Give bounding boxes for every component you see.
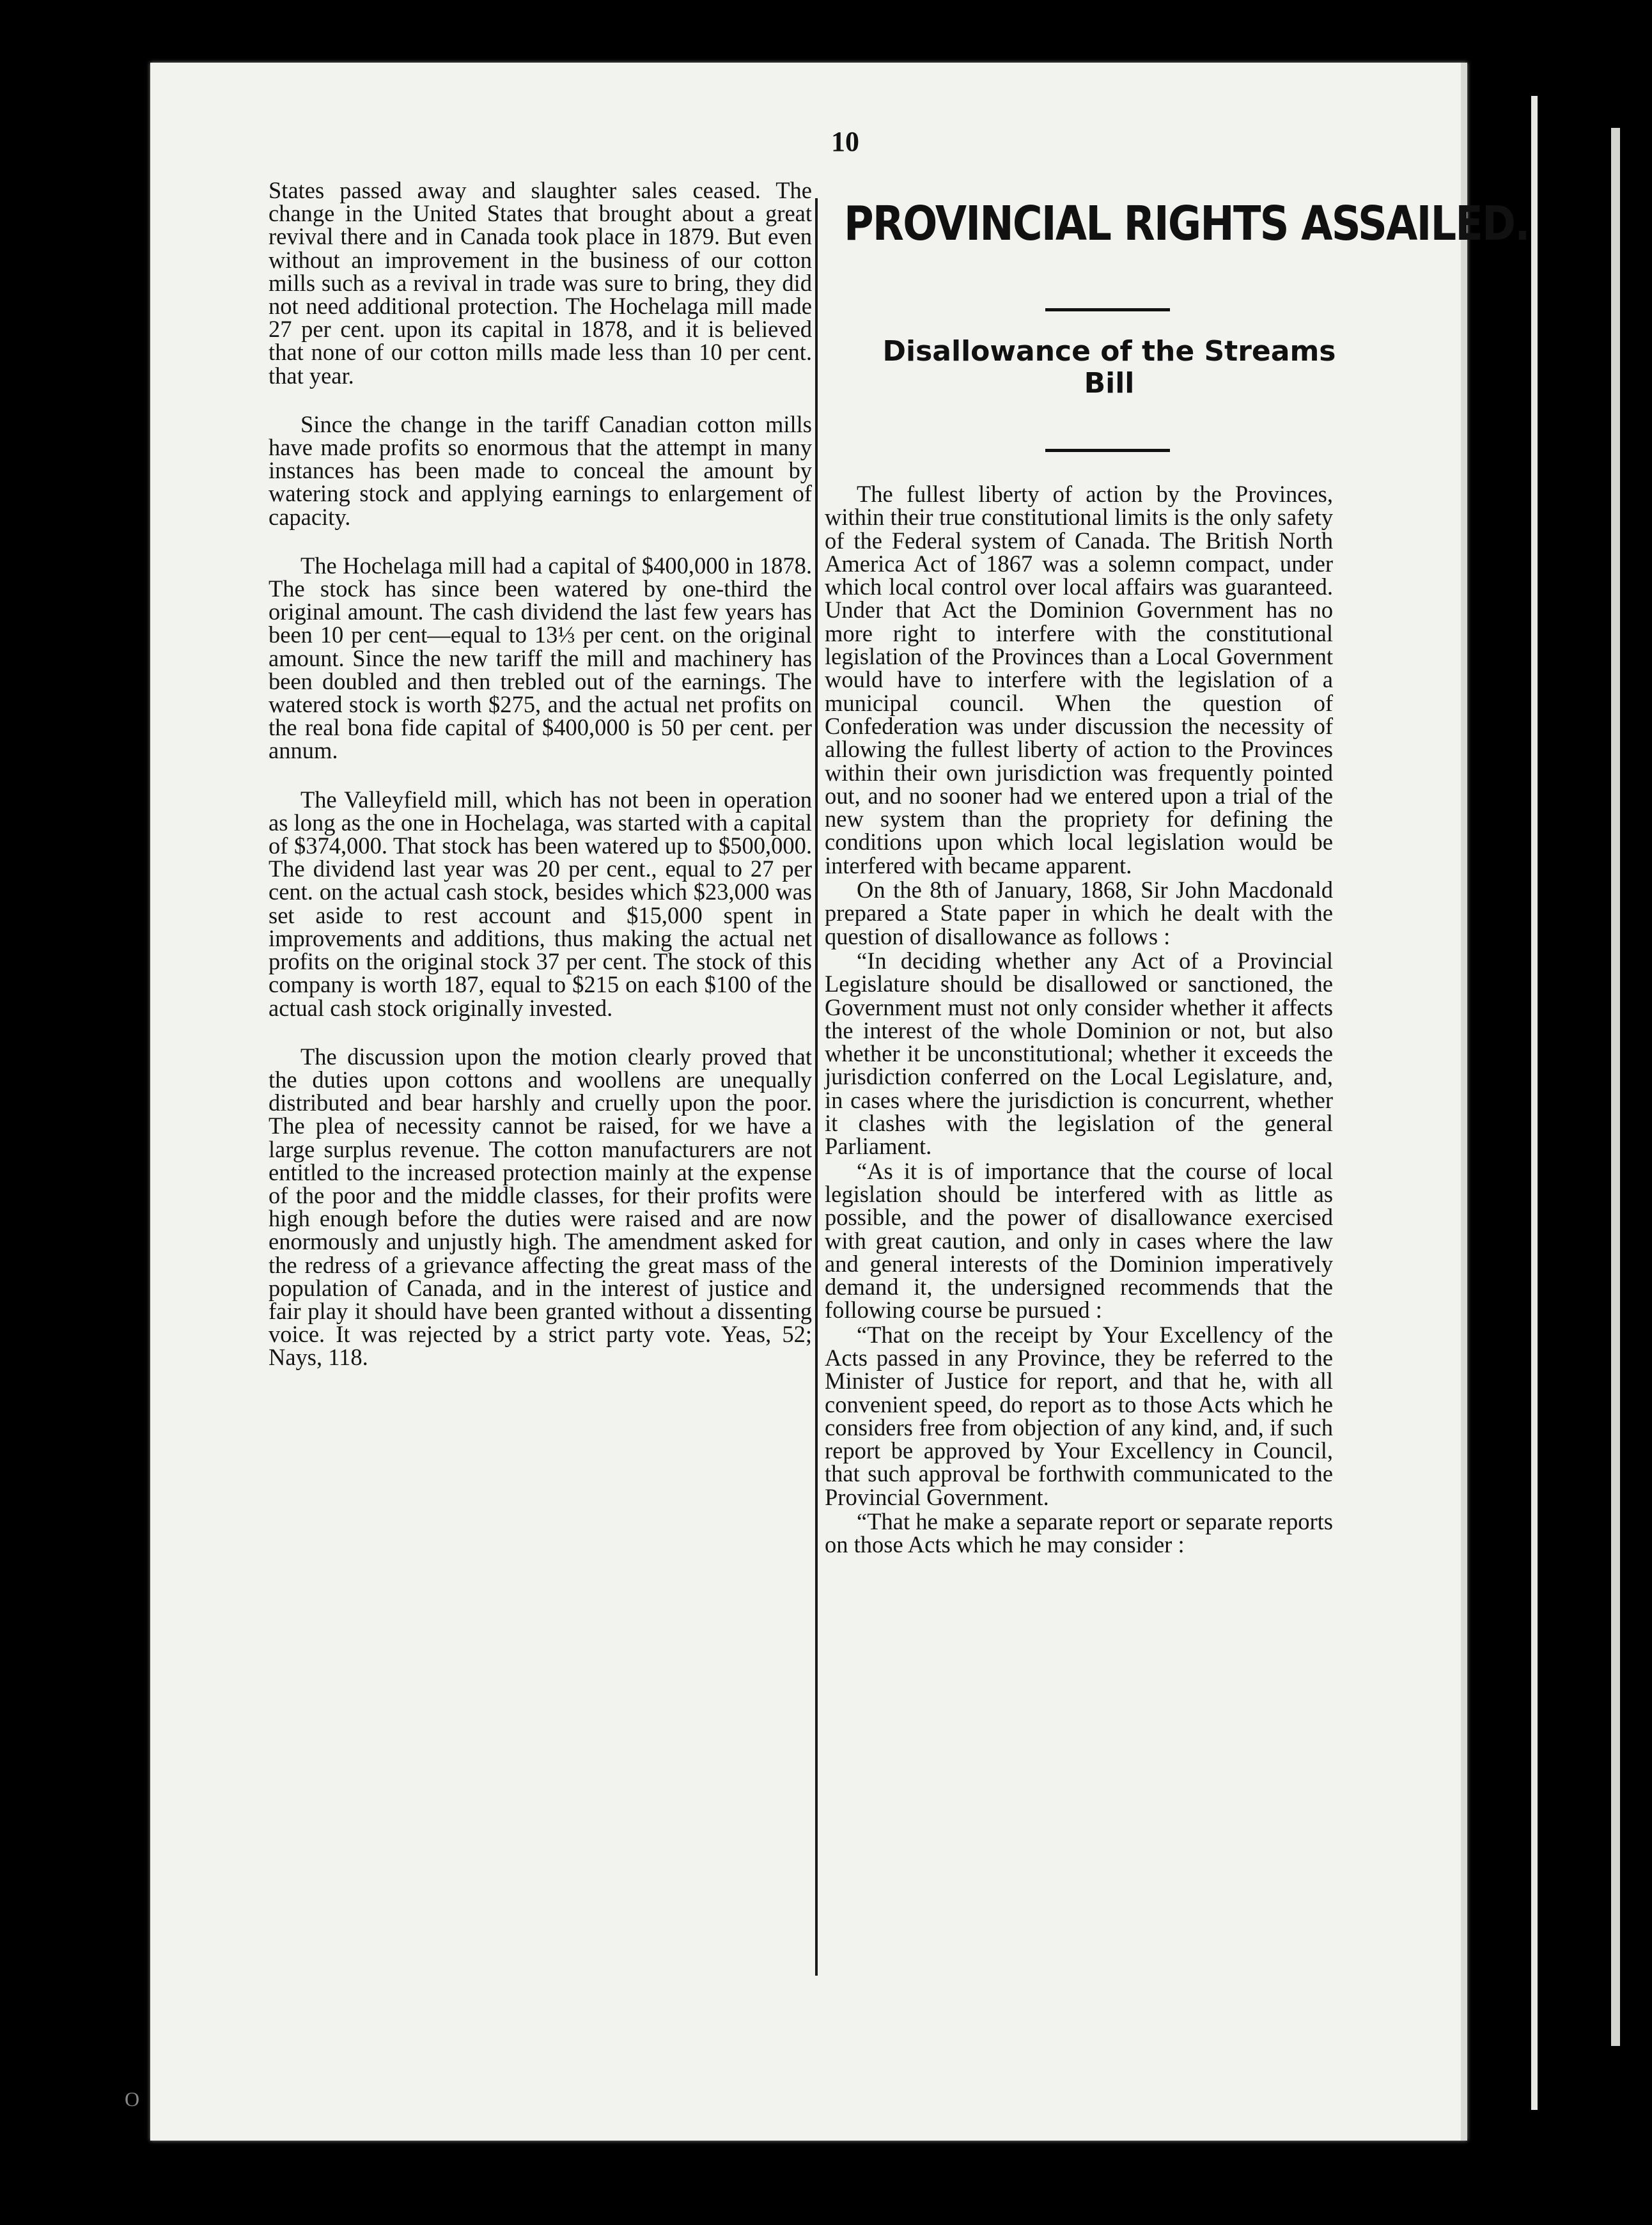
subhead-rule [1045, 449, 1170, 452]
adjacent-page-edge [1531, 96, 1538, 2110]
article-headline: PROVINCIAL RIGHTS ASSAILED. [844, 196, 1529, 251]
right-paragraph-1: The fullest liberty of action by the Provinces, within their true constitutional limits is the only safety of the Federal system of Canada. The British North America Act of 1867 was a solemn compact, under which local control over local affairs was guaranteed. Under that Act the Dominion Government has no more right to interfere with the constitutional legislation of the Provinces than a Local Government would have to interfere with the legislation of a municipal council. When the question of Confederation was under discussion the necessity of allowing the fullest liberty of action to the Provinces within their own jurisdiction was frequently pointed out, and no sooner had we entered upon a trial of the new system than the propriety for defining the conditions upon which local legislation would be interfered with became apparent. [825, 481, 1333, 878]
left-paragraph-5: The discussion upon the motion clearly proved that the duties upon cottons and woollens are unequally distributed and bear harshly and cruelly upon the poor. The plea of necessity cannot be raised, for we have a large surplus revenue. The cotton manufacturers are not entitled to the increased protection mainly at the expense of the poor and the middle classes, for their profits were high enough before the duties were raised and are now enormously and unjustly high. The amendment asked for the redress of a grievance affecting the great mass of the population of Canada, and in the interest of justice and fair play it should have been granted without a dissenting voice. It was rejected by a strict party vote. Yeas, 52; Nays, 118. [269, 1043, 812, 1371]
right-paragraph-4: “As it is of importance that the course of local legislation should be interfered with as little as possible, and the power of disallowance exercised with great caution, and only in cases where the law and general interests of the Dominion imperatively demand it, the undersigned recommends that the following course be pursued : [825, 1157, 1333, 1323]
left-column [269, 179, 812, 1395]
right-paragraph-5: “That on the receipt by Your Excellency of the Acts passed in any Province, they be referred to the Minister of Justice for report, and that he, with all convenient speed, do report as to those Acts which he considers free from objection of any kind, and, if such report be approved by Your Excellency in Council, that such approval be forthwith communicated to the Provincial Government. [825, 1321, 1333, 1510]
left-paragraph-4: The Valleyfield mill, which has not been in operation as long as the one in Hochelaga, was started with a capital of $374,000. That stock has been watered up to $500,000. The dividend last year was 20 per cent., equal to 27 per cent. on the actual cash stock, besides which $23,000 was set aside to rest account and $15,000 spent in improvements and additions, thus making the actual net profits on the original stock 37 per cent. The stock of this company is worth 187, equal to $215 on each $100 of the actual cash stock originally invested. [269, 786, 812, 1021]
headline-rule [1045, 308, 1170, 311]
article-subhead [850, 336, 1368, 400]
subhead-line-2: Bill [1084, 367, 1135, 400]
left-paragraph-3: The Hochelaga mill had a capital of $400,000 in 1878. The stock has since been watered by one-third the original amount. The cash dividend the last few years has been 10 per cent—equal to 13⅓ per cent. on the original amount. Since the new tariff the mill and machinery has been doubled and then trebled out of the earnings. The watered stock is worth $275, and the actual net profits on the real bona fide capital of $400,000 is 50 per cent. per annum. [269, 552, 812, 764]
page-number: 10 [831, 126, 859, 157]
right-paragraph-3: “In deciding whether any Act of a Provincial Legislature should be disallowed or sanctioned, the Government must not only consider whether it affects the interest of the whole Dominion or not, but also whether it be unconstitutional; whether it exceeds the jurisdiction conferred on the Local Legislature, and, in cases where the jurisdiction is concurrent, whether it clashes with the legislation of the general Parliament. [825, 947, 1333, 1160]
right-column-body [825, 483, 1333, 1558]
subhead-line-1: Disallowance of the Streams [882, 335, 1336, 368]
right-paragraph-2: On the 8th of January, 1868, Sir John Macdonald prepared a State paper in which he dealt with the question of disallowance as follows : [825, 877, 1333, 949]
left-paragraph-2: Since the change in the tariff Canadian cotton mills have made profits so enormous that the attempt in many instances has been made to conceal the amount by watering stock and applying earnings to enlargement of capacity. [269, 410, 812, 530]
left-paragraph-1: States passed away and slaughter sales ceased. The change in the United States that brought about a great revival there and in Canada took place in 1879. But even without an improvement in the business of our cotton mills such as a revival in trade was sure to bring, they did not need additional protection. The Hochelaga mill made 27 per cent. upon its capital in 1878, and it is believed that none of our cotton mills made less than 10 per cent. that year. [269, 177, 812, 389]
column-divider [815, 198, 818, 1976]
right-paragraph-6: “That he make a separate report or separate reports on those Acts which he may consider : [825, 1508, 1333, 1558]
margin-mark: O [125, 2088, 140, 2111]
adjacent-page-edge-far [1611, 128, 1620, 2046]
